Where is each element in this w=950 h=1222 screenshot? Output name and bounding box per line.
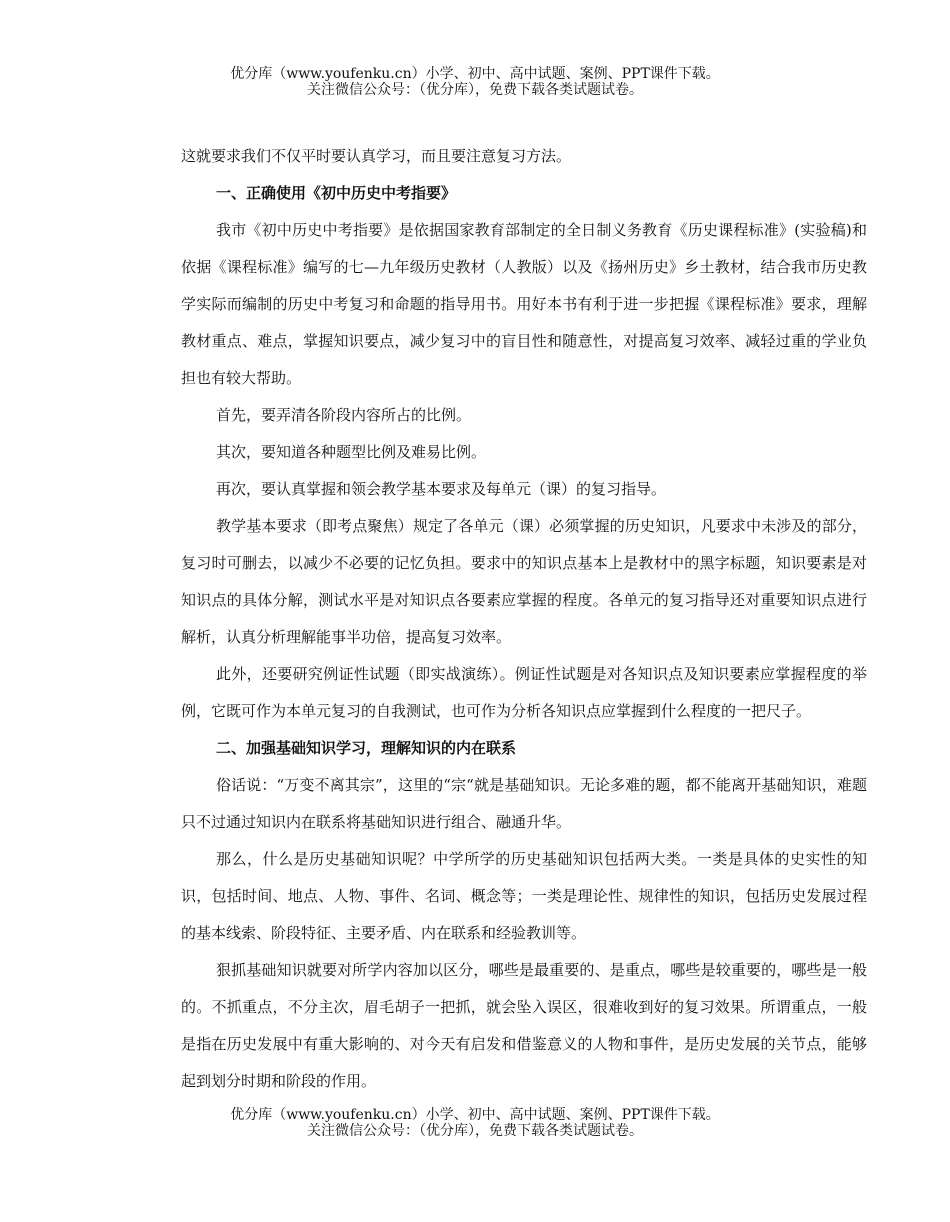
paragraph-example-questions: 此外，还要研究例证性试题（即实战演练）。例证性试题是对各知识点及知识要素应掌握程度的举例，它既可作为本单元复习的自我测试，也可作为分析各知识点应掌握到什么程度的一把尺子。 — [181, 665, 867, 720]
paragraph-second: 其次，要知道各种题型比例及难易比例。 — [216, 443, 487, 461]
header-line-2: 关注微信公众号：（优分库），免费下载各类试题试卷。 — [307, 82, 643, 98]
paragraph-third: 再次，要认真掌握和领会教学基本要求及每单元（课）的复习指导。 — [216, 480, 667, 498]
paragraph-basic-requirements: 教学基本要求（即考点聚焦）规定了各单元（课）必须掌握的历史知识，凡要求中未涉及的部分，复习时可删去，以减少不必要的记忆负担。要求中的知识点基本上是教材中的黑字标题，知识要素是对知识点的具体分解，测试水平是对知识点各要素应掌握的程度。各单元的复习指导还对重要知识点进行解析，认真分析理解能事半功倍，提高复习效率。 — [181, 517, 867, 646]
paragraph-basic-knowledge: 那么，什么是历史基础知识呢？中学所学的历史基础知识包括两大类。一类是具体的史实性的知识，包括时间、地点、人物、事件、名词、概念等；一类是理论性、规律性的知识，包括历史发展过程的基本线索、阶段特征、主要矛盾、内在联系和经验教训等。 — [181, 850, 867, 942]
paragraph-intro: 这就要求我们不仅平时要认真学习，而且要注意复习方法。 — [181, 147, 572, 165]
page-header — [0, 66, 950, 98]
header-line-1: 优分库（www.youfenku.cn）小学、初中、高中试题、案例、PPT课件下载。 — [230, 66, 720, 82]
paragraph-guide-overview: 我市《初中历史中考指要》是依据国家教育部制定的全日制义务教育《历史课程标准》(实验稿)和依据《课程标准》编写的七—九年级历史教材（人教版）以及《扬州历史》乡土教材，结合我市历史教学实际而编制的历史中考复习和命题的指导用书。用好本书有利于进一步把握《课程标准》要求，理解教材重点、难点，掌握知识要点，减少复习中的盲目性和随意性，对提高复习效率、减轻过重的学业负担也有较大帮助。 — [181, 221, 867, 387]
footer-line-2: 关注微信公众号：（优分库），免费下载各类试题试卷。 — [307, 1123, 643, 1139]
paragraph-first: 首先，要弄清各阶段内容所占的比例。 — [216, 406, 472, 424]
section-heading-2: 二、加强基础知识学习，理解知识的内在联系 — [216, 739, 517, 757]
footer-line-1: 优分库（www.youfenku.cn）小学、初中、高中试题、案例、PPT课件下载。 — [230, 1107, 720, 1123]
paragraph-proverb: 俗话说：“万变不离其宗”，这里的“宗“就是基础知识。无论多难的题，都不能离开基础知识，难题只不过通过知识内在联系将基础知识进行组合、融通升华。 — [181, 776, 867, 831]
paragraph-key-points: 狠抓基础知识就要对所学内容加以区分，哪些是最重要的、是重点，哪些是较重要的，哪些是一般的。不抓重点，不分主次，眉毛胡子一把抓，就会坠入误区，很难收到好的复习效果。所谓重点，一般是指在历史发展中有重大影响的、对今天有启发和借鉴意义的人物和事件，是历史发展的关节点，能够起到划分时期和阶段的作用。 — [181, 961, 867, 1090]
page-footer — [0, 1107, 950, 1139]
section-heading-1: 一、正确使用《初中历史中考指要》 — [216, 184, 457, 202]
document-body — [181, 138, 867, 1100]
